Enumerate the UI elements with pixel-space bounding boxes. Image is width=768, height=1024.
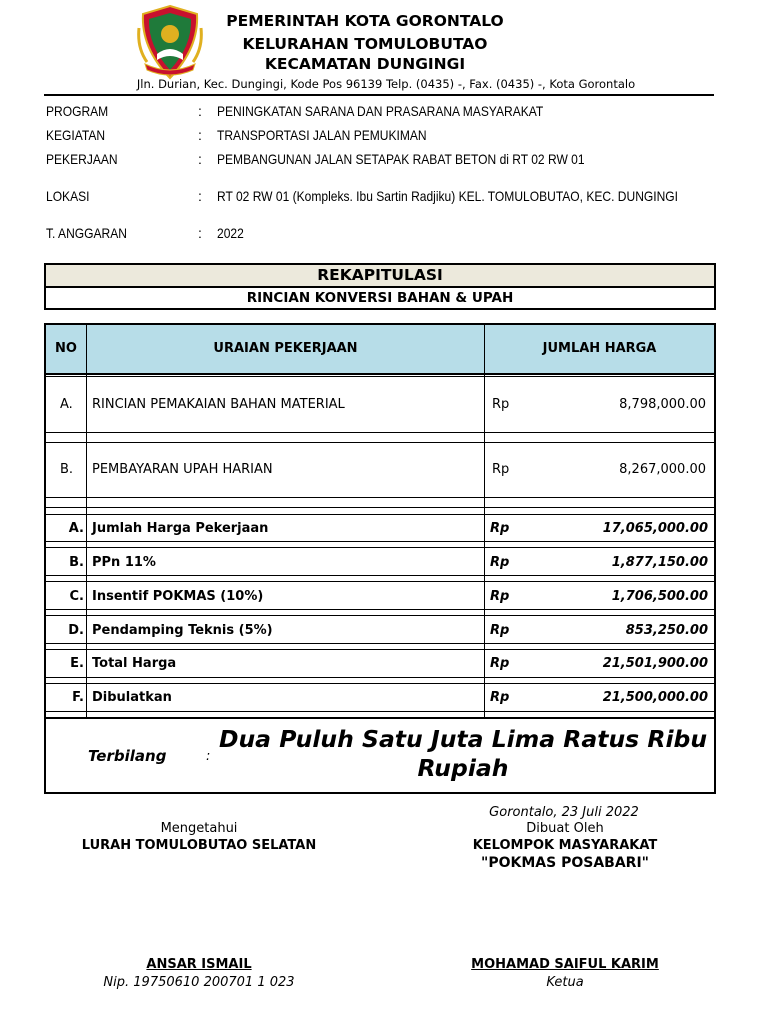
letterhead-line-kecamatan: KECAMATAN DUNGINGI (264, 55, 466, 73)
summary-amount: 21,501,900.00 (602, 656, 708, 671)
item-description: RINCIAN PEMAKAIAN BAHAN MATERIAL (92, 397, 345, 412)
summary-currency: Rp (490, 656, 510, 671)
row-divider (46, 547, 714, 548)
summary-amount: 1,706,500.00 (611, 589, 708, 604)
summary-currency: Rp (490, 521, 510, 536)
terbilang-line-1: Dua Puluh Satu Juta Lima Ratus Ribu (218, 725, 708, 753)
summary-amount: 1,877,150.00 (611, 555, 708, 570)
column-divider (484, 325, 485, 718)
row-divider (46, 717, 714, 719)
info-colon: : (198, 188, 202, 204)
summary-currency: Rp (490, 690, 510, 705)
recap-title-box (44, 263, 716, 310)
row-divider (46, 541, 714, 542)
summary-no: F. (72, 690, 84, 705)
summary-amount: 853,250.00 (625, 623, 708, 638)
summary-no: B. (69, 555, 84, 570)
summary-amount: 17,065,000.00 (602, 521, 708, 536)
info-value-program: PENINGKATAN SARANA DAN PRASARANA MASYARAKAT (217, 103, 544, 119)
letterhead-divider (44, 94, 714, 96)
summary-currency: Rp (490, 555, 510, 570)
terbilang-line-2: Rupiah (417, 754, 509, 782)
info-colon: : (198, 127, 202, 143)
right-signer-group: "POKMAS POSABARI" (481, 855, 649, 871)
right-signer-role: Ketua (546, 975, 584, 990)
summary-no: E. (70, 656, 84, 671)
left-signer-title: LURAH TOMULOBUTAO SELATAN (81, 838, 317, 853)
info-label-program: PROGRAM (46, 103, 109, 119)
row-divider (46, 643, 714, 644)
terbilang-amount-in-words (218, 725, 708, 783)
summary-currency: Rp (490, 589, 510, 604)
recap-title: REKAPITULASI (46, 265, 714, 288)
info-label-kegiatan: KEGIATAN (46, 127, 106, 143)
summary-description: Jumlah Harga Pekerjaan (92, 521, 269, 536)
info-label-anggaran: T. ANGGARAN (46, 225, 127, 241)
summary-description: Pendamping Teknis (5%) (92, 623, 273, 638)
row-divider (46, 376, 714, 377)
info-value-lokasi: RT 02 RW 01 (Kompleks. Ibu Sartin Radjiku) KEL. TOMULOBUTAO, KEC. DUNGINGI (217, 188, 679, 204)
recap-subtitle: RINCIAN KONVERSI BAHAN & UPAH (246, 290, 514, 306)
row-divider (46, 683, 714, 684)
letterhead-line-government: PEMERINTAH KOTA GORONTALO (226, 12, 504, 30)
summary-description: Dibulatkan (92, 690, 172, 705)
info-label-pekerjaan: PEKERJAAN (46, 151, 118, 167)
item-amount: 8,267,000.00 (619, 462, 706, 477)
left-signer-nip: Nip. 19750610 200701 1 023 (103, 975, 295, 990)
table-header-row (46, 325, 714, 375)
left-signer-caption: Mengetahui (160, 821, 238, 836)
row-divider (46, 514, 714, 515)
summary-description: PPn 11% (92, 555, 156, 570)
summary-currency: Rp (490, 623, 510, 638)
row-divider (46, 609, 714, 610)
summary-description: Insentif POKMAS (10%) (92, 589, 264, 604)
info-colon: : (198, 151, 202, 167)
info-value-anggaran: 2022 (217, 225, 244, 241)
right-signer-title: KELOMPOK MASYARAKAT (472, 838, 658, 853)
terbilang-label: Terbilang (88, 747, 167, 765)
item-no: B. (60, 462, 74, 477)
info-value-pekerjaan: PEMBANGUNAN JALAN SETAPAK RABAT BETON di RT 02 RW 01 (217, 151, 585, 167)
info-value-kegiatan: TRANSPORTASI JALAN PEMUKIMAN (217, 127, 427, 143)
row-divider (46, 507, 714, 508)
column-divider (86, 325, 87, 718)
left-signer-name: ANSAR ISMAIL (146, 957, 252, 972)
row-divider (46, 432, 714, 433)
right-signer-name: MOHAMAD SAIFUL KARIM (471, 957, 659, 972)
info-colon: : (198, 103, 202, 119)
row-divider (46, 615, 714, 616)
row-divider (46, 575, 714, 576)
row-divider (46, 497, 714, 498)
item-currency: Rp (492, 462, 510, 477)
item-no: A. (60, 397, 73, 412)
column-header-jumlah: JUMLAH HARGA (542, 341, 657, 356)
summary-amount: 21,500,000.00 (602, 690, 708, 705)
row-divider (46, 442, 714, 443)
place-date: Gorontalo, 23 Juli 2022 (489, 805, 639, 820)
row-divider (46, 649, 714, 650)
letterhead-line-kelurahan: KELURAHAN TOMULOBUTAO (242, 35, 488, 53)
column-header-uraian: URAIAN PEKERJAAN (213, 341, 358, 356)
row-divider (46, 581, 714, 582)
recap-table (44, 323, 716, 794)
item-currency: Rp (492, 397, 510, 412)
terbilang-colon: : (206, 749, 211, 764)
row-divider (46, 711, 714, 712)
summary-description: Total Harga (92, 656, 177, 671)
right-signer-caption: Dibuat Oleh (526, 821, 604, 836)
item-amount: 8,798,000.00 (619, 397, 706, 412)
summary-no: D. (68, 623, 84, 638)
column-header-no: NO (55, 341, 77, 356)
letterhead-address: Jln. Durian, Kec. Dungingi, Kode Pos 96139 Telp. (0435) -, Fax. (0435) -, Kota Gorontalo (136, 77, 636, 91)
info-colon: : (198, 225, 202, 241)
item-description: PEMBAYARAN UPAH HARIAN (92, 462, 273, 477)
row-divider (46, 677, 714, 678)
info-label-lokasi: LOKASI (46, 188, 90, 204)
summary-no: C. (69, 589, 84, 604)
summary-no: A. (68, 521, 84, 536)
